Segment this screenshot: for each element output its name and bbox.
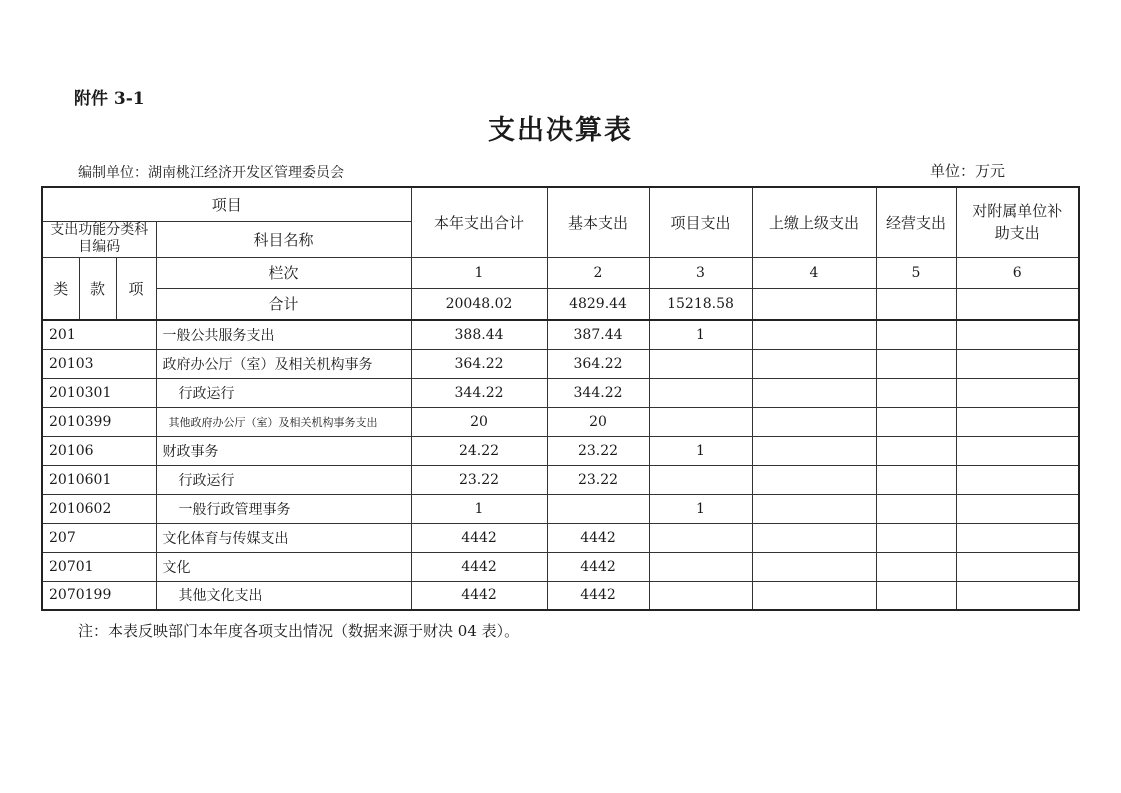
total-cell: [752, 288, 876, 320]
total-cell: 4829.44: [547, 288, 649, 320]
row-value: [956, 552, 1079, 581]
row-value: [649, 407, 752, 436]
row-value: 23.22: [547, 465, 649, 494]
row-value: 4442: [547, 523, 649, 552]
row-value: [956, 320, 1079, 349]
row-value: [752, 523, 876, 552]
col-num: 4: [752, 257, 876, 288]
col-num: 6: [956, 257, 1079, 288]
total-cell: 15218.58: [649, 288, 752, 320]
row-value: 4442: [547, 552, 649, 581]
table-row: [42, 320, 1079, 349]
row-value: [876, 465, 956, 494]
row-value: 1: [649, 494, 752, 523]
row-value: [752, 552, 876, 581]
row-name: 一般公共服务支出: [156, 320, 411, 349]
row-value: 388.44: [411, 320, 547, 349]
row-value: [649, 523, 752, 552]
row-value: [649, 581, 752, 610]
row-name: 财政事务: [156, 436, 411, 465]
row-name: 政府办公厅（室）及相关机构事务: [156, 349, 411, 378]
row-name: 文化体育与传媒支出: [156, 523, 411, 552]
row-value: [649, 465, 752, 494]
header-col-total: 本年支出合计: [411, 187, 547, 257]
row-code: 2010301: [42, 378, 156, 407]
row-value: [649, 552, 752, 581]
row-value: 344.22: [547, 378, 649, 407]
footnote: 注：本表反映部门本年度各项支出情况（数据来源于财决 04 表）。: [78, 622, 520, 640]
col-num: 1: [411, 257, 547, 288]
table-row: [42, 494, 1079, 523]
row-value: [752, 581, 876, 610]
row-name: 其他政府办公厅（室）及相关机构事务支出: [156, 407, 411, 436]
row-value: 1: [649, 320, 752, 349]
row-value: [752, 407, 876, 436]
row-value: [752, 465, 876, 494]
row-name: 行政运行: [156, 378, 411, 407]
row-value: [956, 581, 1079, 610]
row-code: 20701: [42, 552, 156, 581]
row-value: 4442: [411, 552, 547, 581]
row-value: [876, 378, 956, 407]
row-code: 207: [42, 523, 156, 552]
row-value: [876, 494, 956, 523]
header-func-code: 支出功能分类科目编码: [42, 221, 156, 257]
header-heji: 合计: [156, 288, 411, 320]
row-code: 20103: [42, 349, 156, 378]
total-cell: [956, 288, 1079, 320]
header-lei: 类: [42, 257, 79, 320]
row-name: 其他文化支出: [156, 581, 411, 610]
row-code: 2010602: [42, 494, 156, 523]
table-row: [42, 349, 1079, 378]
row-code: 201: [42, 320, 156, 349]
row-value: [876, 407, 956, 436]
header-col-basic: 基本支出: [547, 187, 649, 257]
row-value: 24.22: [411, 436, 547, 465]
row-name: 文化: [156, 552, 411, 581]
row-value: [876, 349, 956, 378]
table-row: [42, 552, 1079, 581]
row-value: [876, 436, 956, 465]
currency-unit: 单位：万元: [930, 162, 1006, 180]
total-cell: 20048.02: [411, 288, 547, 320]
row-value: 1: [649, 436, 752, 465]
row-value: 23.22: [547, 436, 649, 465]
row-value: [876, 552, 956, 581]
row-value: [547, 494, 649, 523]
row-name: 行政运行: [156, 465, 411, 494]
row-value: [649, 349, 752, 378]
row-value: [876, 320, 956, 349]
compiling-unit: 编制单位：湖南桃江经济开发区管理委员会: [78, 165, 344, 181]
row-value: [956, 494, 1079, 523]
row-value: [752, 349, 876, 378]
row-value: [752, 436, 876, 465]
total-cell: [876, 288, 956, 320]
col-num: 5: [876, 257, 956, 288]
row-value: 4442: [411, 523, 547, 552]
row-value: 20: [411, 407, 547, 436]
page-title: 支出决算表: [488, 115, 633, 146]
header-col-upper: 上缴上级支出: [752, 187, 876, 257]
table-row: [42, 523, 1079, 552]
row-name: 一般行政管理事务: [156, 494, 411, 523]
row-value: 1: [411, 494, 547, 523]
table-row: [42, 581, 1079, 610]
row-value: [956, 378, 1079, 407]
col-num: 3: [649, 257, 752, 288]
header-lanci: 栏次: [156, 257, 411, 288]
table-row: [42, 436, 1079, 465]
header-col-project: 项目支出: [649, 187, 752, 257]
table-row: [42, 407, 1079, 436]
row-value: [876, 581, 956, 610]
row-code: 2010399: [42, 407, 156, 436]
row-value: [752, 320, 876, 349]
row-value: [956, 465, 1079, 494]
row-value: 344.22: [411, 378, 547, 407]
row-value: [649, 378, 752, 407]
row-value: [956, 436, 1079, 465]
header-kuan: 款: [79, 257, 116, 320]
expenditure-table: [41, 186, 1080, 611]
table-row: [42, 378, 1079, 407]
table-row: [42, 465, 1079, 494]
row-value: [752, 494, 876, 523]
row-value: [956, 523, 1079, 552]
row-value: 23.22: [411, 465, 547, 494]
row-value: 364.22: [411, 349, 547, 378]
row-code: 2010601: [42, 465, 156, 494]
header-col-operating: 经营支出: [876, 187, 956, 257]
header-project: 项目: [42, 187, 411, 221]
row-value: 20: [547, 407, 649, 436]
row-value: 4442: [411, 581, 547, 610]
row-value: 387.44: [547, 320, 649, 349]
row-value: 364.22: [547, 349, 649, 378]
row-code: 2070199: [42, 581, 156, 610]
header-subject-name: 科目名称: [156, 221, 411, 257]
header-col-subsidy: 对附属单位补助支出: [956, 187, 1079, 257]
row-value: [956, 407, 1079, 436]
row-code: 20106: [42, 436, 156, 465]
attachment-label: 附件 3-1: [74, 89, 145, 109]
row-value: [752, 378, 876, 407]
col-num: 2: [547, 257, 649, 288]
header-xiang: 项: [116, 257, 156, 320]
row-value: [956, 349, 1079, 378]
row-value: [876, 523, 956, 552]
row-value: 4442: [547, 581, 649, 610]
